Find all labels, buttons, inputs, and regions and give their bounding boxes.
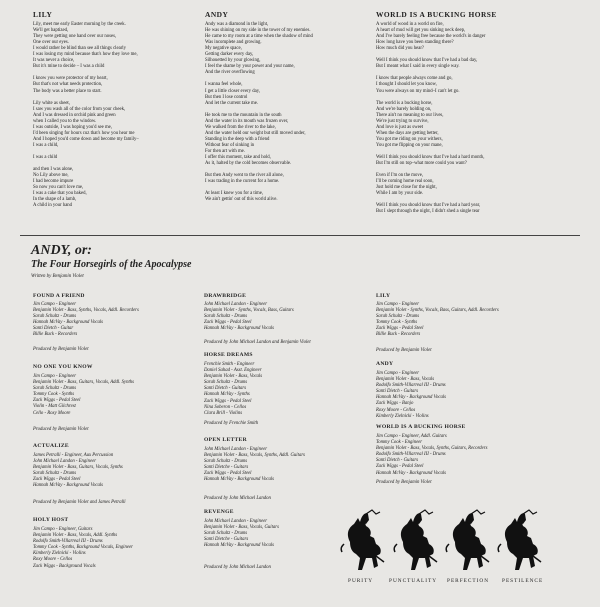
horse-label: PERFECTION [447,578,490,584]
credit-title: HOLY HOST [33,517,69,523]
credit-producer: Produced by John Michael Landon [204,496,271,501]
credit-lines: James Petralli - Engineer, Aux Percussion John Michael Landon - Engineer Benjamin Violet - Bass, Guitars, Vocals, Synths Sarah Schultz - Drums Zack Wiggs - Pedal Steel Hannah McVay - Background Vocals [33,453,123,489]
written-by: Written by Benjamin Violet [31,274,84,279]
credit-title: ANDY [376,361,394,367]
horse-rider-icon [336,508,388,576]
section-divider [20,235,580,236]
credit-lines: John Michael Landon - Engineer Benjamin Violet - Bass, Vocals, Guitars Sarah Schultz - Drums Santi Dietche - Guitars Hannah McVay - Background Vocals [204,519,279,549]
lyric-title-andy: ANDY [205,10,229,19]
credit-lines: Jim Campo - Engineer, Addl. Guitars Tommy Cook - Engineer Benjamin Violet - Bass, Vocals, Synths, Guitars, Recorders Rodolfo Smith-Villarreal III - Drums Santi Dietch - Guitars Zack Wiggs - Pedal Steel Hannah McVay - Background Vocals [376,434,488,476]
credit-lines: John Michael Landon - Engineer Benjamin Violet - Synths, Vocals, Bass, Guitars Sarah Schultz - Drums Zack Wiggs - Pedal Steel Hannah McVay - Background Vocals [204,302,294,332]
credit-lines: Jim Campo - Engineer Benjamin Violet - Synths, Vocals, Bass, Guitars, Addl. Recorders Sarah Schultz - Drums Tommy Cook - Synths Zack Wiggs - Pedal Steel Billie Buck - Recorders [376,302,499,338]
credit-lines: Jim Campo - Engineer, Guitars Benjamin Violet - Bass, Vocals, Addl. Synths Rodolfo Smith-Villarreal III - Drums Tommy Cook - Synths, Background Vocals, Engineer Kimberly Zielnicki - Violins Roxy Moore - Cellos Zack Wiggs - Background Vocals [33,527,133,569]
credit-producer: Produced by John Michael Landon [204,565,271,570]
credit-lines: Frenchie Smith - Engineer Daniel Sahad - Asst. Engineer Benjamin Violet - Bass, Vocals Sarah Schultz - Drums Santi Dietch - Guitars Hannah McVay - Synths Zack Wiggs - Pedal Steel Nina Soberon - Cellos Clara Brill - Violins [204,362,263,416]
album-subtitle: The Four Horsegirls of the Apocalypse [31,259,192,270]
credit-title: OPEN LETTER [204,437,247,443]
album-title: ANDY, or: [31,243,92,258]
lyric-text-world: A world of wood in a world on fire, A heart of mud will get you sinking neck deep, And I've barely feeling free because the world's in danger How long have you been standing there? How much did you hear? Well I think you should know that I've had a bad day, But I meant what I said in every single way. I know that people always come and go, I thought I should let you know, You were always on my mind–I can't let go. The world is a bucking horse, And we're barely holding on, There ain't no meaning to our lives, We're just trying to survive, And love is just as sweet When the days are getting better, You got me riding on your withers, You got me flipping on your mane, Well I think you should know that I've had a hard month, But I'm still on top–what more could you want? Even if I'm on the move, I'll be coming home real soon, Just hold me close for the night, While I am by your side. Well I think you should know that I've had a hard year, But I slept through the night, I didn't shed a single tear [376,22,486,215]
horse-rider-icon [493,508,545,576]
horse-label: PURITY [348,578,374,584]
credit-producer: Produced by Benjamin Violet [33,427,89,432]
horse-label: PUNCTUALITY [389,578,438,584]
credit-title: REVENGE [204,509,234,515]
credit-title: FOUND A FRIEND [33,293,85,299]
lyric-text-lily: Lily, meet me early Easter morning by the creek. We'll get baptized, They were getting one hand over our noses, One over our eyes. I would rather be blind than see all things clearly I was losing my mind because that's how they love me, It was never a choice, But it's mine to decide – I was a child I know you were protector of my heart, But that's not what needs protection, The body was a better place to start. Lily white as sheet, I saw you wash all of the color from your cheek, And I was dressed in orchid pink and green when I called you to the window. I was outside, I was hoping you'd see me, I'd been singing for hours cuz that's how you hear me And I hoped you'd come down and become my family– I was a child, I was a child and then I was alone, No Lily above me, I had become impure So now you can't love me, I was a cake that you baked, In the shape of a lamb, A child in your hand [33,22,139,209]
credit-producer: Produced by Benjamin Violet and James Petralli [33,500,126,505]
lyric-title-world: WORLD IS A BUCKING HORSE [376,10,497,19]
credit-title: NO ONE YOU KNOW [33,364,93,370]
credit-producer: Produced by Benjamin Violet [33,347,89,352]
credit-title: WORLD IS A BUCKING HORSE [376,424,466,430]
credit-producer: Produced by Benjamin Violet [376,348,432,353]
credit-title: LILY [376,293,391,299]
credit-lines: Jim Campo - Engineer Benjamin Violet - Bass, Guitars, Vocals, Addl. Synths Sarah Schultz - Drums Tommy Cook - Synths Zack Wiggs - Pedal Steel Violin - Matt Gilchrest Cello - Roxy Moore [33,374,135,416]
credit-producer: Produced by Frenchie Smith [204,421,259,426]
credit-title: DRAWBRIDGE [204,293,247,299]
horse-rider-icon [441,508,493,576]
credit-producer: Produced by Benjamin Violet [376,480,432,485]
credit-title: HORSE DREAMS [204,352,253,358]
lyric-text-andy: Andy was a diamond in the light, He was shining on my side in the tower of my enemies. He came to my room at a time when the shadow of mind Was incomplete and growing. My negative space, Getting darker every day, Silhouetted by your glowing, I feel the shame by your power and your name, And the river overflowing I wanna feel whole, I get a little closer every day, But then I lose control And let the current take me. He took me to the mountain in the south And the water in its mouth was frozen over, We walked from the river to the lake, And the water held our weight but still moved under, Standing in the deep with a friend Without fear of sinking in For then art with me. I offer this moment, take and hold, As it, halted by the cold becomes observable. But then Andy went to the river all alone, I was trading in the current for a home. At least I knew you for a time, We ain't gettin' out of this world alive. [205,22,313,203]
credit-title: ACTUALIZE [33,443,69,449]
lyric-title-lily: LILY [33,10,53,19]
horse-label: PESTILENCE [502,578,544,584]
credit-lines: John Michael Landon - Engineer Benjamin Violet - Bass, Vocals, Synths, Addl. Guitars Sarah Schultz - Drums Santi Dietche - Guitars Zack Wiggs - Pedal Steel Hannah McVay - Background Vocals [204,447,306,483]
credit-lines: Jim Campo - Engineer Benjamin Violet - Bass, Synths, Vocals, Addl. Recorders Sarah Schultz - Drums Hannah McVay - Background Vocals Santi Dietch - Guitar Billie Buck - Recorders [33,302,139,338]
horse-rider-icon [389,508,441,576]
credit-lines: Jim Campo - Engineer Benjamin Violet - Bass, Vocals Rodolfo Smith-Villarreal III - Drums Santi Dietch - Guitars Hannah McVay - Background Vocals Zack Wiggs - Banjo Roxy Moore - Cellos Kimberly Zielnicki - Violins [376,371,447,419]
credit-producer: Produced by John Michael Landon and Benjamin Violet [204,340,311,345]
